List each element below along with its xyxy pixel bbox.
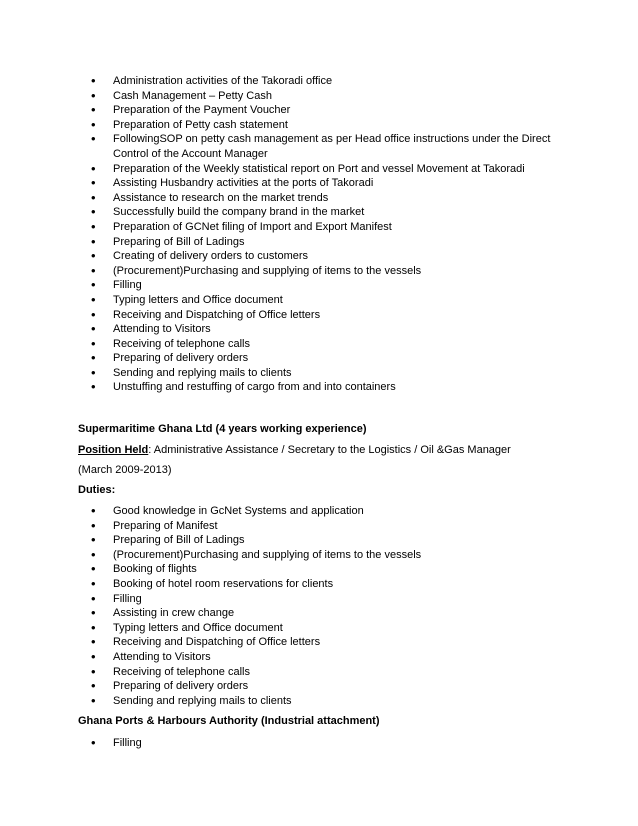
list-item: • Preparation of the Payment Voucher <box>0 103 638 118</box>
list-item: • Assisting Husbandry activities at the ports of Takoradi <box>0 176 638 191</box>
list-item: • Preparation of the Weekly statistical report on Port and vessel Movement at Takoradi <box>0 162 638 177</box>
list-item: • (Procurement)Purchasing and supplying of items to the vessels <box>0 264 638 279</box>
list-item: • Cash Management – Petty Cash <box>0 89 638 104</box>
list-item: • Booking of hotel room reservations for clients <box>0 577 638 592</box>
list-item: • Good knowledge in GcNet Systems and application <box>0 504 638 519</box>
list-item: • Preparing of Bill of Ladings <box>0 533 638 548</box>
duties-list-takoradi <box>0 74 638 395</box>
list-item: • Filling <box>0 592 638 607</box>
list-item: • Preparation of GCNet filing of Import and Export Manifest <box>0 220 638 235</box>
list-item: • Receiving and Dispatching of Office letters <box>0 308 638 323</box>
list-item: • Typing letters and Office document <box>0 621 638 636</box>
list-item: • FollowingSOP on petty cash management as per Head office instructions under the Direct Control of the Account Manager <box>0 132 638 161</box>
list-item: • Sending and replying mails to clients <box>0 366 638 381</box>
position-held-value: : Administrative Assistance / Secretary to the Logistics / Oil &Gas Manager <box>148 444 511 456</box>
list-item: • Unstuffing and restuffing of cargo from and into containers <box>0 380 638 395</box>
list-item: • Filling <box>0 278 638 293</box>
list-item: • Booking of flights <box>0 562 638 577</box>
list-item: • Preparing of Manifest <box>0 519 638 534</box>
list-item: • Preparation of Petty cash statement <box>0 118 638 133</box>
list-item: • Administration activities of the Takoradi office <box>0 74 638 89</box>
list-item: • Receiving and Dispatching of Office letters <box>0 635 638 650</box>
duties-list-ghana-ports <box>0 736 638 751</box>
list-item: • Preparing of delivery orders <box>0 679 638 694</box>
employment-period: (March 2009-2013) <box>78 464 172 476</box>
list-item: • Attending to Visitors <box>0 650 638 665</box>
list-item: • Typing letters and Office document <box>0 293 638 308</box>
list-item: • Attending to Visitors <box>0 322 638 337</box>
list-item: • Assisting in crew change <box>0 606 638 621</box>
employer-heading-ghana-ports: Ghana Ports & Harbours Authority (Industrial attachment) <box>78 715 380 727</box>
list-item: • Assistance to research on the market trends <box>0 191 638 206</box>
list-item: • Preparing of Bill of Ladings <box>0 235 638 250</box>
list-item: • Preparing of delivery orders <box>0 351 638 366</box>
position-held-label: Position Held <box>78 444 149 456</box>
list-item: • Sending and replying mails to clients <box>0 694 638 709</box>
list-item: • Receiving of telephone calls <box>0 337 638 352</box>
duties-list-supermaritime <box>0 504 638 708</box>
duties-label: Duties: <box>78 484 116 496</box>
list-item: • Receiving of telephone calls <box>0 665 638 680</box>
list-item: • Creating of delivery orders to customers <box>0 249 638 264</box>
list-item: • Filling <box>0 736 638 751</box>
list-item: • Successfully build the company brand in the market <box>0 205 638 220</box>
list-item: • (Procurement)Purchasing and supplying of items to the vessels <box>0 548 638 563</box>
position-held-line <box>78 442 511 458</box>
employer-heading-supermaritime: Supermaritime Ghana Ltd (4 years working experience) <box>78 423 367 435</box>
